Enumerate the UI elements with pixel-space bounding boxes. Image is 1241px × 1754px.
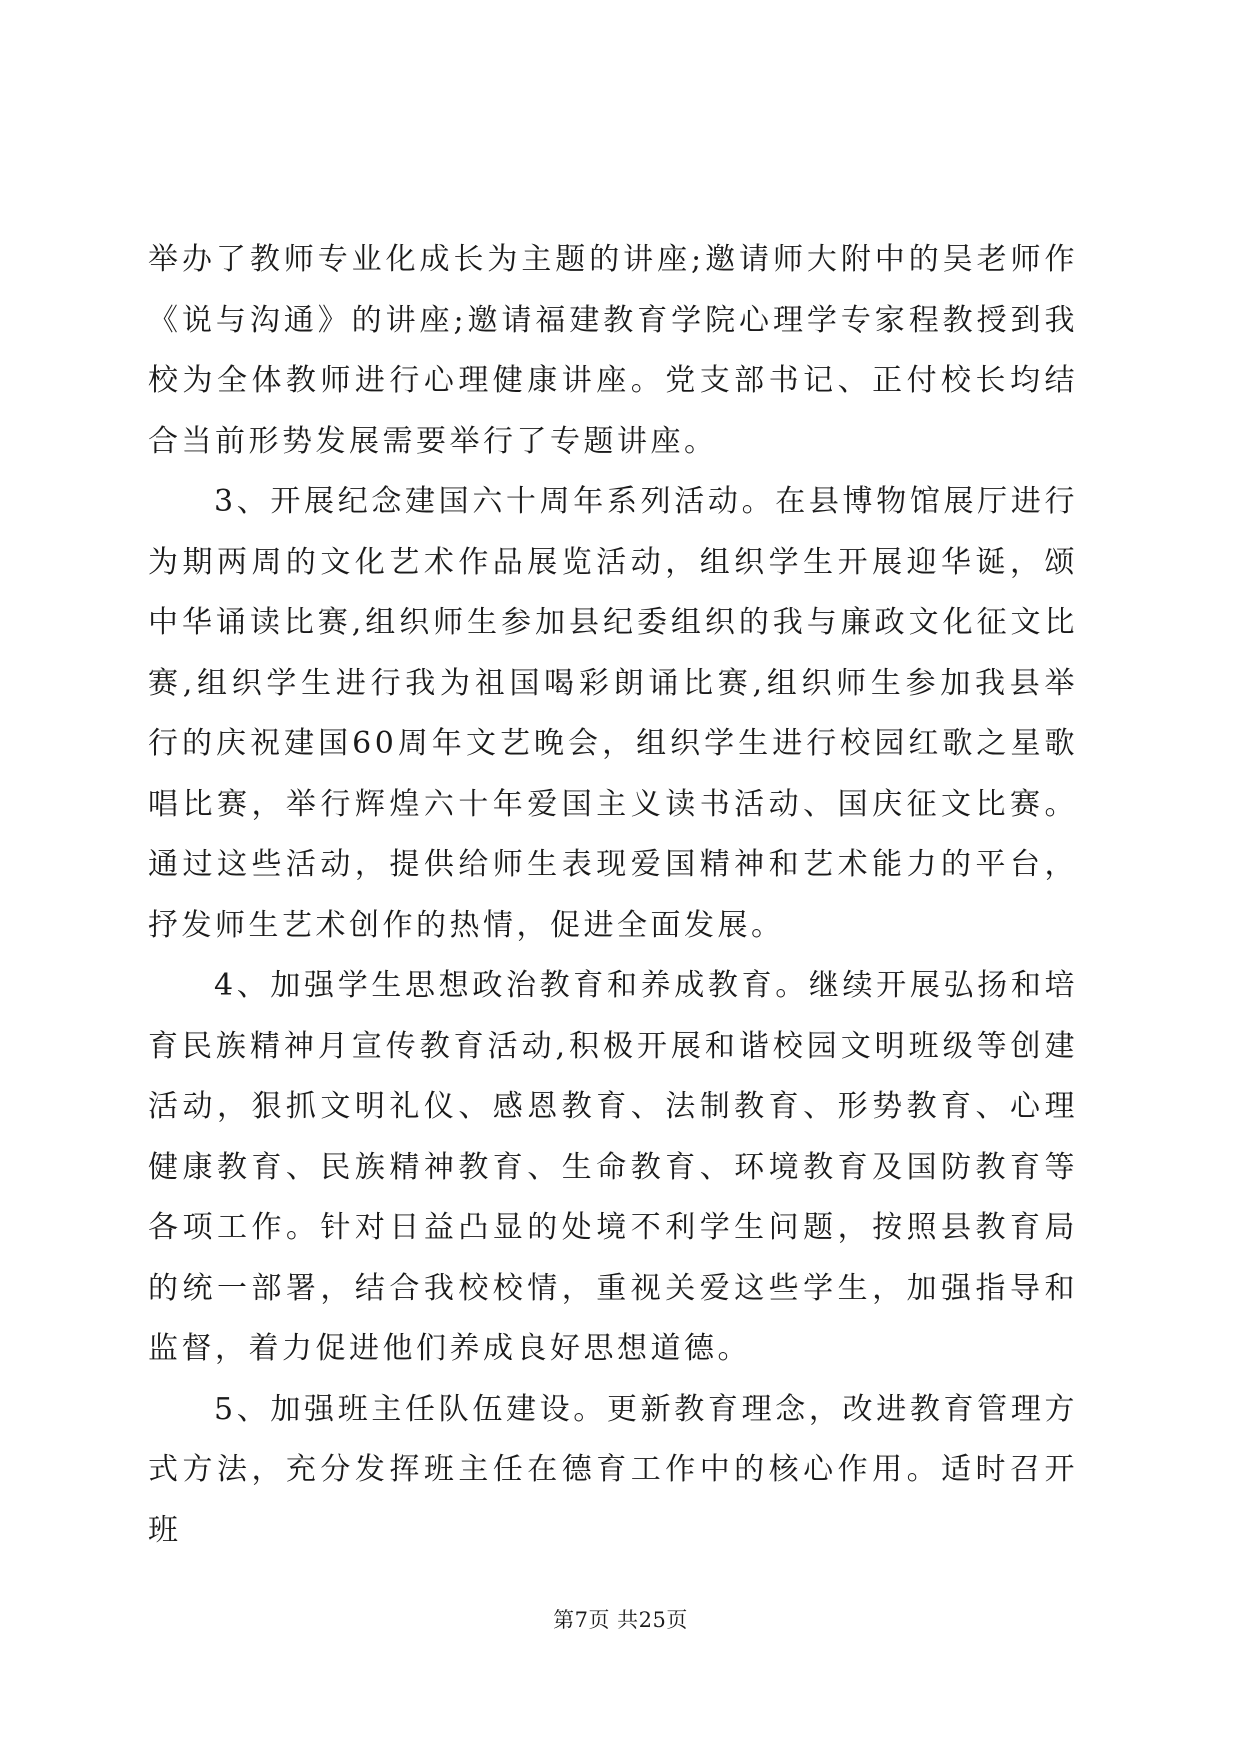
page-number-footer: 第7页 共25页 — [553, 1608, 688, 1632]
paragraph-lecture-continuation: 举办了教师专业化成长为主题的讲座;邀请师大附中的吴老师作《说与沟通》的讲座;邀请福建教育学院心理学专家程教授到我校为全体教师进行心理健康讲座。党支部书记、正付校长均结合当前形势发展需要举行了专题讲座。 — [148, 242, 1078, 459]
paragraph-item-4-student-education: 4、加强学生思想政治教育和养成教育。继续开展弘扬和培育民族精神月宣传教育活动,积极开展和谐校园文明班级等创建活动，狠抓文明礼仪、感恩教育、法制教育、形势教育、心理健康教育、民族精神教育、生命教育、环境教育及国防教育等各项工作。针对日益凸显的处境不利学生问题，按照县教育局的统一部署，结合我校校情，重视关爱这些学生，加强指导和监督，着力促进他们养成良好思想道德。 — [148, 968, 1078, 1366]
paragraph-item-3-anniversary-activities: 3、开展纪念建国六十周年系列活动。在县博物馆展厅进行为期两周的文化艺术作品展览活动，组织学生开展迎华诞，颂中华诵读比赛,组织师生参加县纪委组织的我与廉政文化征文比赛,组织学生进行我为祖国喝彩朗诵比赛,组织师生参加我县举行的庆祝建国60周年文艺晚会，组织学生进行校园红歌之星歌唱比赛，举行辉煌六十年爱国主义读书活动、国庆征文比赛。通过这些活动，提供给师生表现爱国精神和艺术能力的平台，抒发师生艺术创作的热情，促进全面发展。 — [148, 484, 1078, 943]
body-text — [148, 230, 1078, 1561]
paragraph-item-5-head-teacher-team: 5、加强班主任队伍建设。更新教育理念，改进教育管理方式方法，充分发挥班主任在德育工作中的核心作用。适时召开班 — [148, 1391, 1078, 1548]
